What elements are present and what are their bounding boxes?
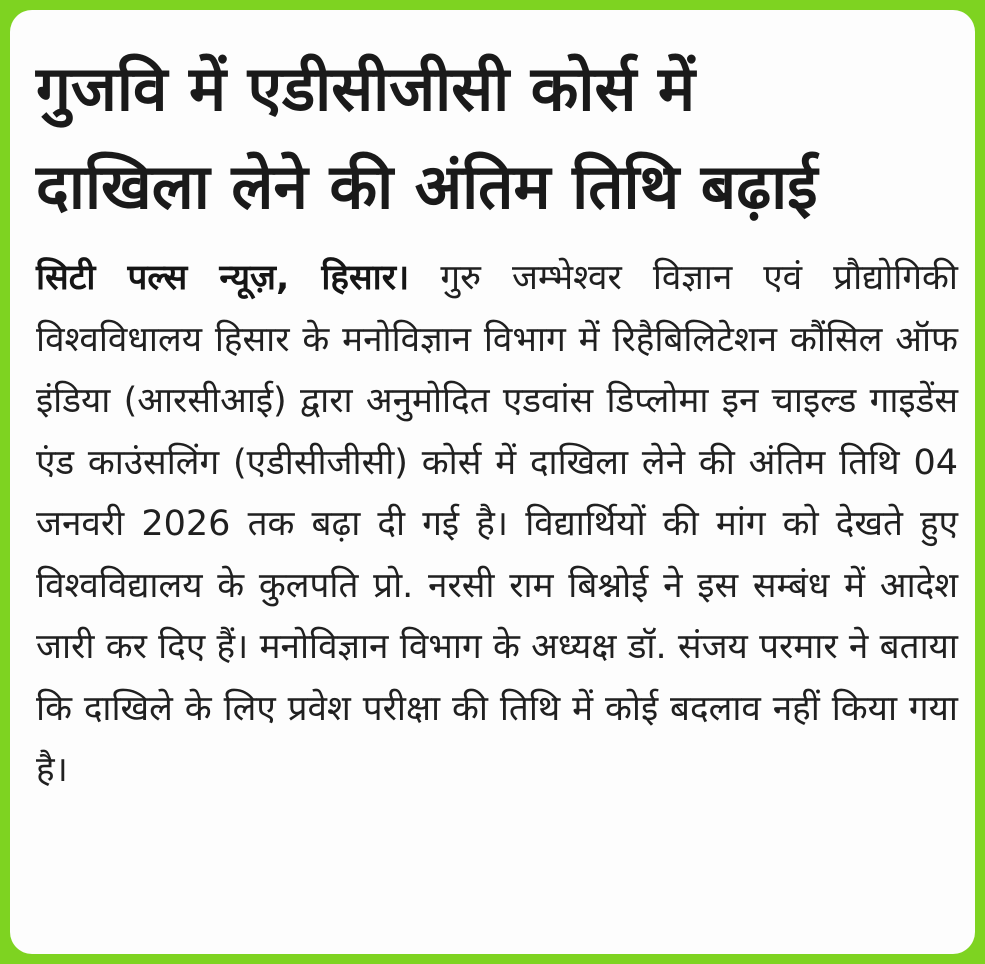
dateline: सिटी पल्स न्यूज़, हिसार। [36,258,410,298]
article-text: गुरु जम्भेश्वर विज्ञान एवं प्रौद्योगिकी विश्वविधालय हिसार के मनोविज्ञान विभाग में रिहैबिलिटेशन कौंसिल ऑफ इंडिया (आरसीआई) द्वारा अनुमोदित एडवांस डिप्लोमा इन चाइल्ड गाइडेंस एंड काउंसलिंग (एडीसीजीसी) कोर्स में दाखिला लेने की अंतिम तिथि 04 जनवरी 2026 तक बढ़ा दी गई है। विद्यार्थियों की मांग को देखते हुए विश्वविद्यालय के कुलपति प्रो. नरसी राम बिश्नोई ने इस सम्बंध में आदेश जारी कर दिए हैं। मनोविज्ञान विभाग के अध्यक्ष डॉ. संजय परमार ने बताया कि दाखिले के लिए प्रवेश परीक्षा की तिथि में कोई बदलाव नहीं किया गया है। [36,258,958,790]
headline [36,40,966,236]
headline-line-2: दाखिला लेने की अंतिम तिथि बढ़ाई [36,150,818,223]
headline-line-1: गुजवि में एडीसीजीसी कोर्स में [36,52,696,125]
news-clipping [10,10,975,954]
article-body [36,248,958,802]
